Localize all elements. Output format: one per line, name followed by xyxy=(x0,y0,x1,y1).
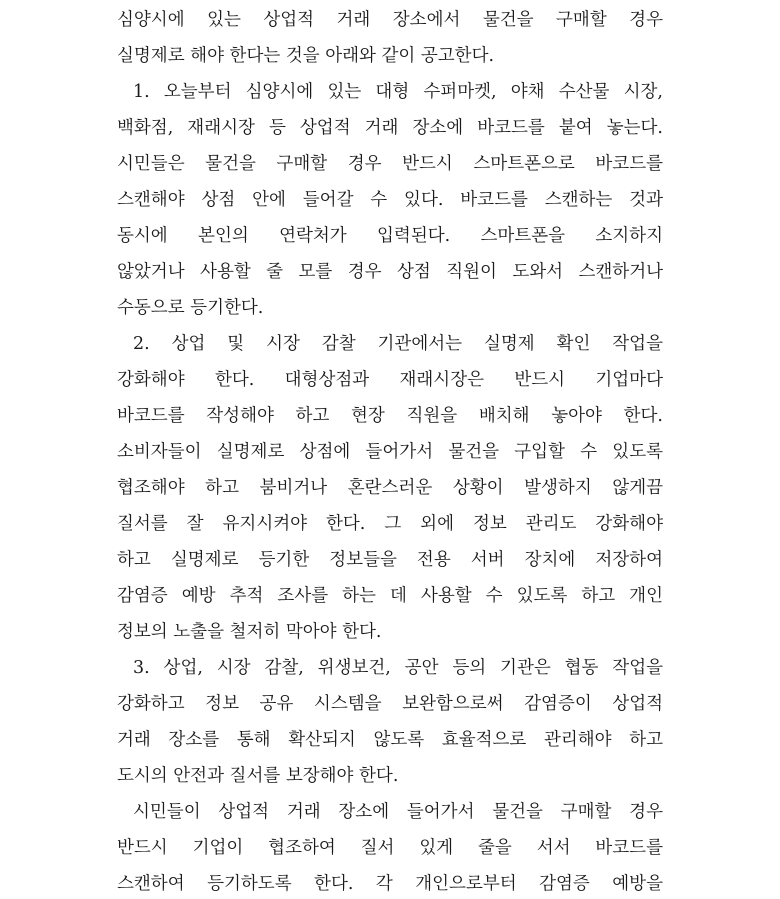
text-line: 백화점, 재래시장 등 상업적 거래 장소에 바코드를 붙여 놓는다. xyxy=(117,118,663,138)
text-line: 않았거나 사용할 줄 모를 경우 상점 직원이 도와서 스캔하거나 xyxy=(117,262,663,282)
list-item-3: 3. 상업, 시장 감찰, 위생보건, 공안 등의 기관은 협동 작업을 xyxy=(133,658,663,678)
text-line: 바코드를 작성해야 하고 현장 직원을 배치해 놓아야 한다. xyxy=(117,406,663,426)
text-line: 질서를 잘 유지시켜야 한다. 그 외에 정보 관리도 강화해야 xyxy=(117,514,663,534)
text-line: 강화하고 정보 공유 시스템을 보완함으로써 감염증이 상업적 xyxy=(117,694,663,714)
text-line: 동시에 본인의 연락처가 입력된다. 스마트폰을 소지하지 xyxy=(117,226,663,246)
text-line: 거래 장소를 통해 확산되지 않도록 효율적으로 관리해야 하고 xyxy=(117,730,663,750)
text-line: 시민들은 물건을 구매할 경우 반드시 스마트폰으로 바코드를 xyxy=(117,154,663,174)
list-item-1: 1. 오늘부터 심양시에 있는 대형 수퍼마켓, 야채 수산물 시장, xyxy=(133,82,663,102)
text-line: 스캔하여 등기하도록 한다. 각 개인으로부터 감염증 예방을 xyxy=(117,874,663,894)
text-line: 소비자들이 실명제로 상점에 들어가서 물건을 구입할 수 있도록 xyxy=(117,442,663,462)
list-item-2: 2. 상업 및 시장 감찰 기관에서는 실명제 확인 작업을 xyxy=(133,334,663,354)
text-line: 반드시 기업이 협조하여 질서 있게 줄을 서서 바코드를 xyxy=(117,838,663,858)
text-line: 도시의 안전과 질서를 보장해야 한다. xyxy=(117,766,399,786)
text-line: 스캔해야 상점 안에 들어갈 수 있다. 바코드를 스캔하는 것과 xyxy=(117,190,663,210)
text-line: 강화해야 한다. 대형상점과 재래시장은 반드시 기업마다 xyxy=(117,370,663,390)
text-line: 감염증 예방 추적 조사를 하는 데 사용할 수 있도록 하고 개인 xyxy=(117,586,663,606)
text-line: 실명제로 해야 한다는 것을 아래와 같이 공고한다. xyxy=(117,46,495,66)
text-line: 수동으로 등기한다. xyxy=(117,298,264,318)
text-line: 하고 실명제로 등기한 정보들을 전용 서버 장치에 저장하여 xyxy=(117,550,663,570)
paragraph-closing: 시민들이 상업적 거래 장소에 들어가서 물건을 구매할 경우 xyxy=(133,802,663,822)
text-line: 심양시에 있는 상업적 거래 장소에서 물건을 구매할 경우 xyxy=(117,10,663,30)
text-line: 협조해야 하고 붐비거나 혼란스러운 상황이 발생하지 않게끔 xyxy=(117,478,663,498)
text-line: 정보의 노출을 철저히 막아야 한다. xyxy=(117,622,382,642)
